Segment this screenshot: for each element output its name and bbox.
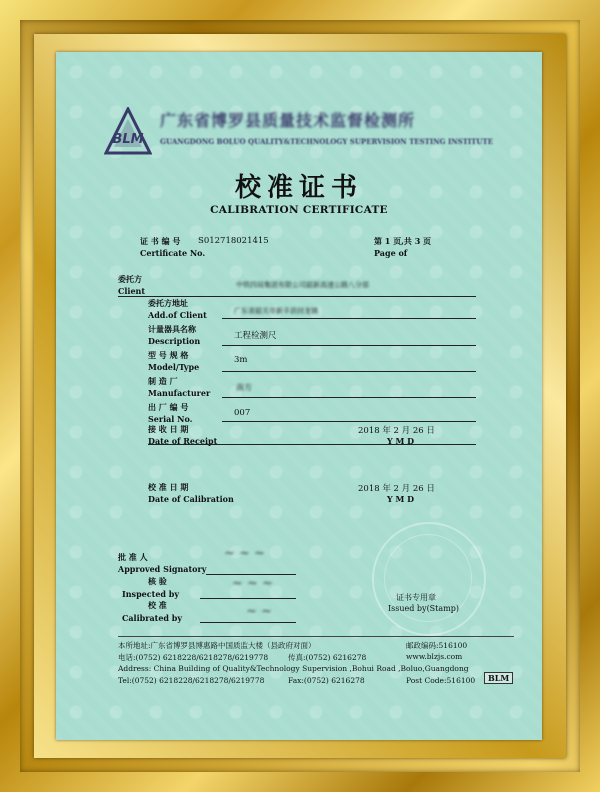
- receipt-date-value: 2018 年 2 月 26 日: [358, 426, 435, 436]
- description-label-cn: 计量器具名称: [148, 324, 196, 334]
- receipt-date-label-cn: 接 收 日 期: [148, 424, 189, 434]
- footer-address-en: Address: China Building of Quality&Technology Supervision ,Bohui Road ,Boluo,Guangdong: [118, 664, 469, 673]
- manufacturer-label-cn: 制 造 厂: [148, 376, 178, 386]
- serial-value: 007: [234, 408, 251, 418]
- manufacturer-label-en: Manufacturer: [148, 388, 211, 398]
- description-underline: [222, 345, 476, 346]
- client-value: 中铁四局集团有限公司韶新高速公路八分部: [236, 281, 369, 289]
- client-address-value: 广东省韶关市新丰县回龙镇: [234, 307, 318, 315]
- calibrated-underline: [200, 622, 296, 623]
- model-value: 3m: [234, 355, 248, 365]
- serial-label-en: Serial No.: [148, 414, 193, 424]
- calibration-date-label-cn: 校 准 日 期: [148, 482, 189, 492]
- inspected-label-en: Inspected by: [122, 589, 180, 599]
- serial-label-cn: 出 厂 编 号: [148, 402, 189, 412]
- footer-fax-en: Fax:(0752) 6216278: [288, 676, 365, 685]
- receipt-date-underline: [148, 444, 476, 445]
- model-label-cn: 型 号 规 格: [148, 350, 189, 360]
- footer-address-cn: 本所地址:广东省博罗县博惠路中国质监大楼（县政府对面）: [118, 641, 316, 650]
- client-label-en: Client: [118, 286, 146, 296]
- calibration-date-label-en: Date of Calibration: [148, 494, 234, 504]
- title-en: CALIBRATION CERTIFICATE: [210, 204, 388, 216]
- blm-logo-icon: [104, 107, 152, 157]
- footer-blm-mark: BLM: [484, 672, 513, 684]
- footer-tel-cn: 电话:(0752) 6218228/6218278/6219778: [118, 653, 269, 662]
- institute-name-cn: 广东省博罗县质量技术监督检测所: [160, 111, 416, 130]
- calibrated-label-cn: 校 准: [148, 600, 167, 610]
- page-label-en: Page of: [374, 248, 408, 258]
- model-underline: [222, 371, 476, 372]
- client-address-underline: [222, 318, 476, 319]
- title-cn: 校准证书: [234, 173, 363, 203]
- client-address-label-cn: 委托方地址: [148, 298, 188, 308]
- footer-postcode-cn: 邮政编码:516100: [406, 641, 468, 650]
- stamp-label-en: Issued by(Stamp): [388, 604, 459, 613]
- footer-postcode-en: Post Code:516100: [406, 676, 476, 685]
- calibrated-label-en: Calibrated by: [122, 613, 183, 623]
- calibrated-signature: ~ ~: [246, 604, 272, 619]
- model-label-en: Model/Type: [148, 362, 200, 372]
- approved-label-cn: 批 准 人: [118, 552, 148, 562]
- client-underline: [118, 296, 476, 297]
- certificate-no-label-cn: 证 书 编 号: [140, 236, 181, 246]
- receipt-date-label-en: Date of Receipt: [148, 436, 218, 446]
- inspected-label-cn: 核 验: [148, 576, 167, 586]
- footer-divider: [118, 636, 514, 637]
- svg-text:BLM: BLM: [112, 132, 144, 147]
- manufacturer-value: 南方: [236, 383, 252, 392]
- client-address-label-en: Add.of Client: [148, 310, 207, 320]
- footer-fax-cn: 传真:(0752) 6216278: [288, 653, 367, 662]
- inspected-underline: [200, 598, 296, 599]
- manufacturer-underline: [222, 397, 476, 398]
- footer-tel-en: Tel:(0752) 6218228/6218278/6219778: [118, 676, 265, 685]
- inspected-signature: ~ ~ ~: [232, 576, 273, 591]
- certificate-paper: [56, 52, 542, 740]
- certificate-no-label-en: Certificate No.: [140, 248, 206, 258]
- calibration-date-ymd: Y M D: [387, 494, 415, 504]
- footer-website: www.blzjs.com: [406, 652, 463, 661]
- receipt-date-ymd: Y M D: [387, 436, 415, 446]
- calibration-date-value: 2018 年 2 月 26 日: [358, 484, 435, 494]
- client-label-cn: 委托方: [118, 274, 142, 284]
- description-value: 工程检测尺: [234, 331, 277, 341]
- certificate-no-value: S012718021415: [198, 236, 269, 246]
- approved-label-en: Approved Signatory: [118, 564, 207, 574]
- stamp-label-cn: 证书专用章: [396, 593, 436, 602]
- institute-name-en: GUANGDONG BOLUO QUALITY&TECHNOLOGY SUPERVISION TESTING INSTITUTE: [160, 137, 494, 146]
- approved-underline: [206, 574, 296, 575]
- description-label-en: Description: [148, 336, 201, 346]
- serial-underline: [222, 421, 476, 422]
- approved-signature: ~ ~ ~: [224, 546, 265, 561]
- page-label-cn: 第 1 页,共 3 页: [374, 236, 432, 246]
